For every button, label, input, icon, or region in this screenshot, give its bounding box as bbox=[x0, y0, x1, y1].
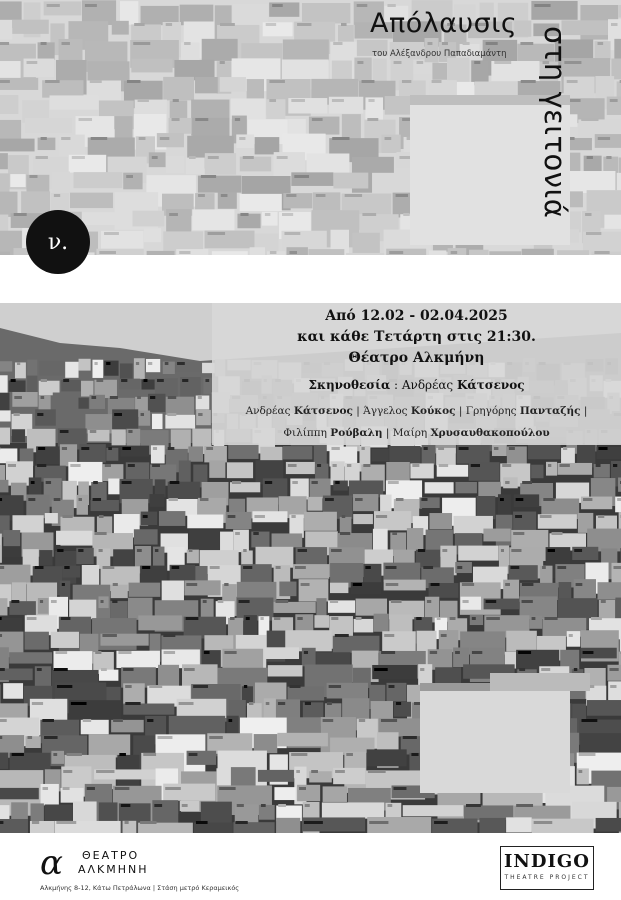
venue: Θέατρο Αλκμήνη bbox=[348, 350, 485, 366]
director-credit bbox=[212, 378, 621, 392]
top-city-illustration bbox=[0, 0, 621, 255]
company-logo bbox=[500, 846, 594, 890]
white-divider bbox=[0, 255, 621, 303]
dates-line-1: Από 12.02 - 02.04.2025 bbox=[325, 308, 508, 324]
cast-member-last: Πανταζής bbox=[519, 405, 581, 417]
play-title-vertical-wrap bbox=[540, 26, 600, 255]
cast-list bbox=[212, 400, 621, 444]
cast-member-first: Φιλίππη bbox=[283, 427, 331, 439]
director-label: Σκηνοθεσία bbox=[308, 378, 391, 392]
theatre-logo-glyph: α bbox=[40, 843, 63, 883]
theatre-logo bbox=[40, 843, 200, 887]
cast-member-first: Μαίρη bbox=[392, 427, 431, 439]
cast-member-last: Κούκος bbox=[410, 405, 456, 417]
theatre-name-line-1: ΘΕΑΤΡΟ bbox=[82, 849, 140, 862]
cast-separator: | bbox=[455, 405, 466, 417]
dates-line-2: και κάθε Τετάρτη στις 21:30. bbox=[297, 329, 536, 345]
company-name: INDIGO bbox=[504, 851, 590, 872]
company-badge-text: ν. bbox=[47, 229, 69, 255]
play-title-vertical: στη γειτονιά bbox=[538, 26, 572, 219]
play-author: του Αλέξανδρου Παπαδιαμάντη bbox=[372, 49, 507, 59]
cast-member-first: Γρηγόρης bbox=[465, 405, 520, 417]
cast-separator: | bbox=[580, 405, 588, 417]
cast-separator: | bbox=[382, 427, 393, 439]
cast-member-first: Άγγελος bbox=[363, 405, 411, 417]
director-first-name: Ανδρέας bbox=[401, 378, 457, 392]
cast-member-first: Ανδρέας bbox=[245, 405, 294, 417]
cast-member-last: Κάτσενος bbox=[293, 405, 353, 417]
director-last-name: Κάτσενος bbox=[456, 378, 525, 392]
theatre-name-line-2: ΑΛΚΜΗΝΗ bbox=[78, 863, 149, 876]
play-title: Απόλαυσις bbox=[370, 8, 518, 39]
cast-member-last: Ρούβαλη bbox=[330, 427, 383, 439]
company-subtitle: THEATRE PROJECT bbox=[504, 874, 590, 881]
cast-member-last: Χρυσαυθακοπούλου bbox=[430, 427, 550, 439]
theatre-address: Αλκμήνης 8-12, Κάτω Πετράλωνα | Στάση μετρό Κεραμεικός bbox=[40, 884, 240, 892]
director-sep: : bbox=[390, 378, 402, 392]
cast-line-1 bbox=[212, 400, 621, 422]
company-badge bbox=[26, 210, 90, 274]
info-box bbox=[212, 303, 621, 445]
top-city-image bbox=[0, 0, 621, 255]
performance-dates bbox=[212, 306, 621, 369]
cast-line-2 bbox=[212, 422, 621, 444]
cast-separator: | bbox=[352, 405, 364, 417]
